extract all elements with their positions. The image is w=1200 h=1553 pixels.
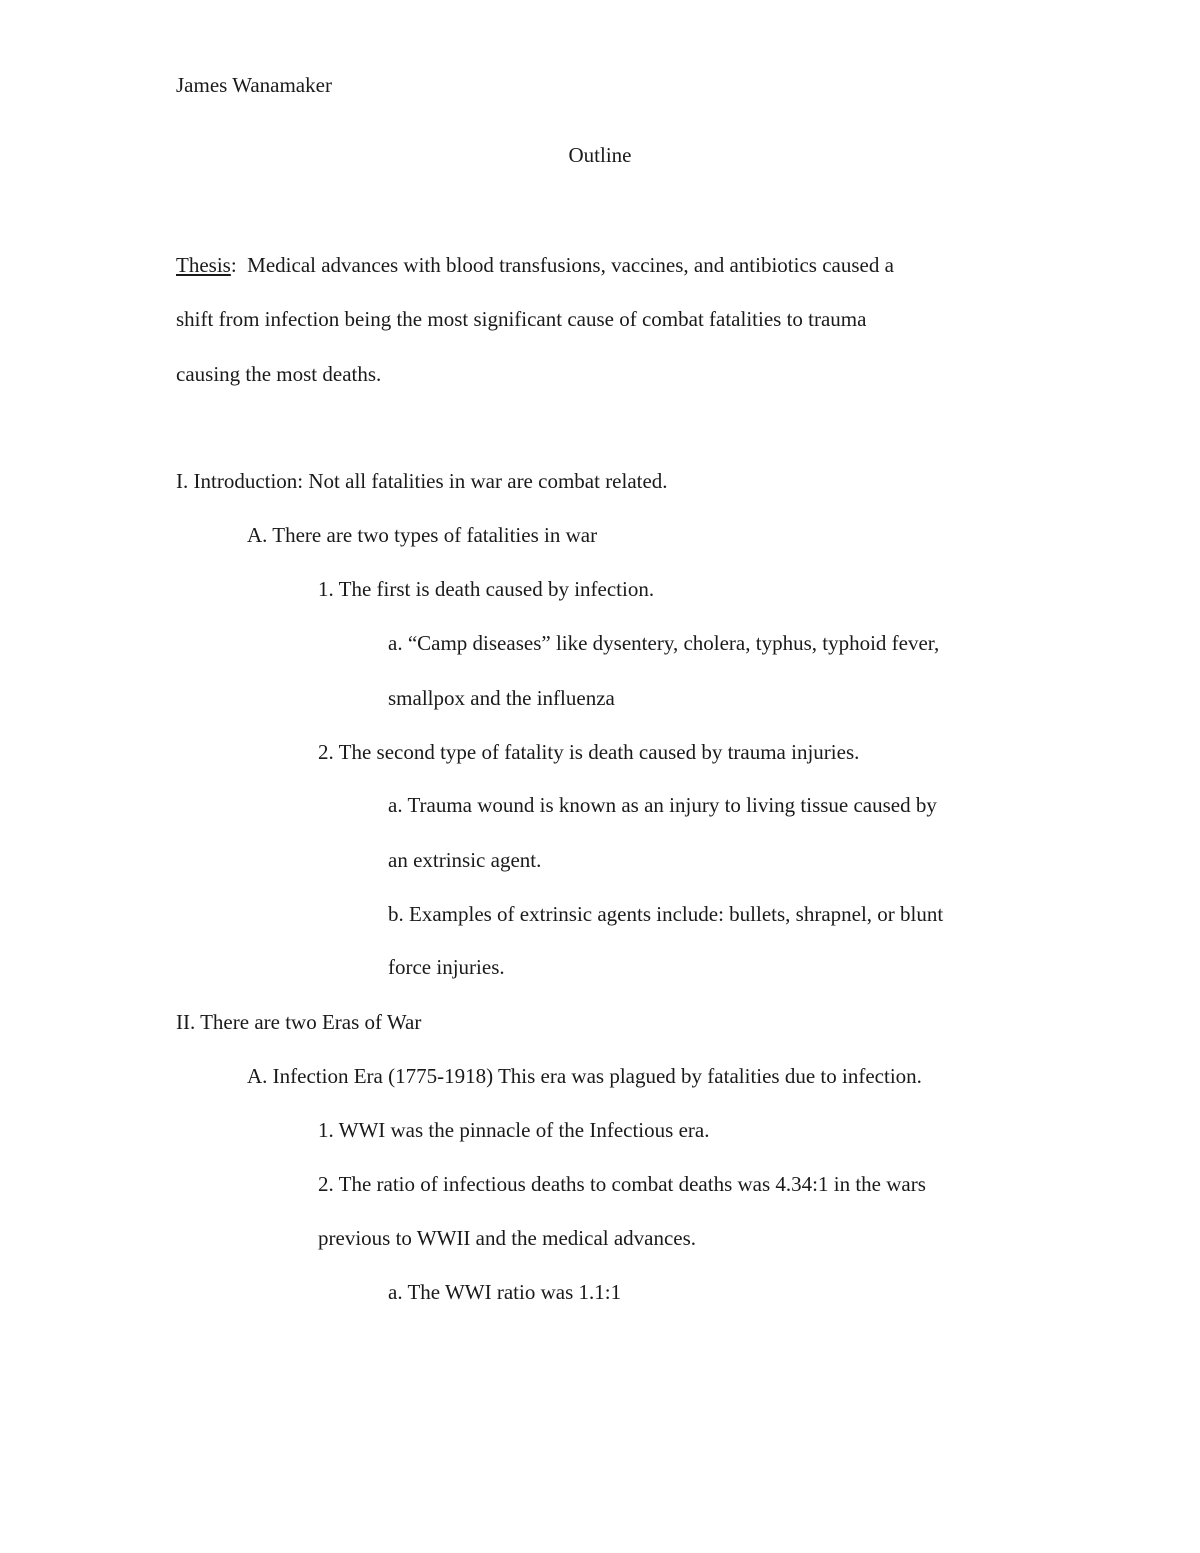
thesis-colon: : (230, 253, 237, 277)
outline-item-intro-a1a-cont: smallpox and the influenza (388, 686, 615, 710)
outline-item-intro-a: A. There are two types of fatalities in war (247, 523, 598, 547)
outline-item-eras-a2a: a. The WWI ratio was 1.1:1 (388, 1280, 622, 1304)
thesis-line-1 (176, 251, 894, 279)
author-name: James Wanamaker (176, 73, 332, 97)
outline-item-intro-a2b-cont: force injuries. (388, 955, 505, 979)
outline-item-intro-a2: 2. The second type of fatality is death caused by trauma injuries. (318, 740, 860, 764)
outline-item-eras-a1: 1. WWI was the pinnacle of the Infectious era. (318, 1118, 710, 1142)
thesis-line-3: causing the most deaths. (176, 362, 382, 386)
outline-item-intro-a2a: a. Trauma wound is known as an injury to living tissue caused by (388, 793, 937, 817)
outline-item-intro: I. Introduction: Not all fatalities in war are combat related. (176, 469, 668, 493)
thesis-text-1: Medical advances with blood transfusions, vaccines, and antibiotics caused a (247, 253, 894, 277)
outline-item-eras: II. There are two Eras of War (176, 1010, 422, 1034)
thesis-label: Thesis (176, 253, 231, 277)
outline-item-eras-a2: 2. The ratio of infectious deaths to combat deaths was 4.34:1 in the wars (318, 1172, 926, 1196)
document-title: Outline (568, 143, 632, 167)
outline-item-intro-a1a: a. “Camp diseases” like dysentery, cholera, typhus, typhoid fever, (388, 631, 940, 655)
outline-item-eras-a2-cont: previous to WWII and the medical advances. (318, 1226, 697, 1250)
outline-item-intro-a1: 1. The first is death caused by infection. (318, 577, 655, 601)
thesis-line-2: shift from infection being the most significant cause of combat fatalities to trauma (176, 307, 867, 331)
outline-item-eras-a: A. Infection Era (1775-1918) This era was plagued by fatalities due to infection. (247, 1064, 922, 1088)
outline-item-intro-a2a-cont: an extrinsic agent. (388, 848, 542, 872)
outline-item-intro-a2b: b. Examples of extrinsic agents include: bullets, shrapnel, or blunt (388, 902, 944, 926)
